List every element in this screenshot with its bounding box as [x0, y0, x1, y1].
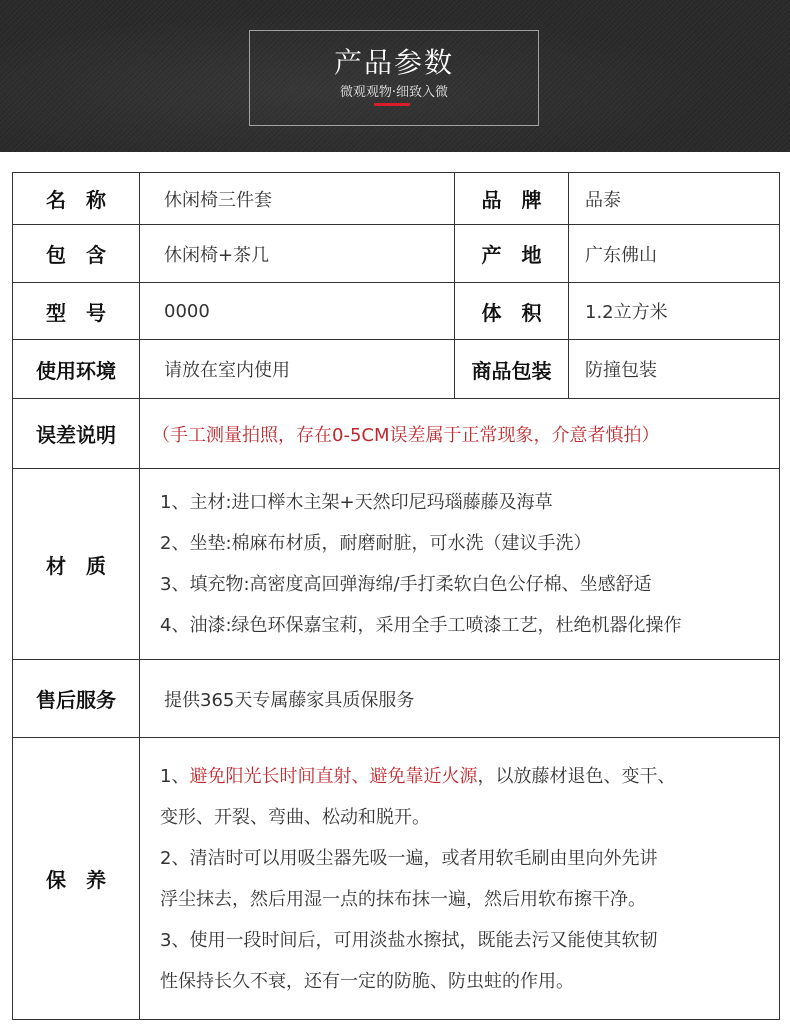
environment-label: 使用环境 [13, 340, 140, 399]
table-row [13, 225, 780, 283]
care-list [140, 738, 780, 1020]
list-item: 2、坐垫:棉麻布材质，耐磨耐脏，可水洗（建议手洗） [160, 533, 592, 554]
packaging-value: 防撞包装 [569, 340, 780, 399]
brand-label: 品 牌 [455, 173, 569, 225]
care-item1-prefix: 1、 [160, 765, 190, 787]
care-item1-warning: 避免阳光长时间直射、避免靠近火源 [189, 765, 478, 787]
table-row [13, 469, 780, 660]
volume-label: 体 积 [455, 283, 569, 340]
brand-value: 品泰 [569, 173, 780, 225]
care-label: 保 养 [13, 738, 140, 1020]
spec-table [12, 172, 780, 1020]
list-item: 性保持长久不衰，还有一定的防脆、防虫蛀的作用。 [160, 970, 574, 992]
name-value: 休闲椅三件套 [140, 173, 455, 225]
model-value: 0000 [140, 283, 455, 340]
list-item: 2、清洁时可以用吸尘器先吸一遍，或者用软毛刷由里向外先讲 [160, 847, 658, 869]
packaging-label: 商品包装 [455, 340, 569, 399]
list-item: 浮尘抹去，然后用湿一点的抹布抹一遍，然后用软布擦干净。 [160, 888, 646, 910]
list-item: 1、主材:进口榉木主架+天然印尼玛瑙藤藤及海草 [160, 492, 553, 513]
material-list [140, 469, 780, 660]
page-title: 产品参数 [333, 46, 454, 79]
table-row [13, 340, 780, 399]
name-label: 名 称 [13, 173, 140, 225]
care-item1-rest: ，以放藤材退色、变干、 [477, 765, 676, 787]
model-label: 型 号 [13, 283, 140, 340]
list-item: 3、填充物:高密度高回弹海绵/手打柔软白色公仔棉、坐感舒适 [160, 574, 652, 595]
table-row [13, 399, 780, 469]
header-frame [249, 30, 539, 126]
header-banner [0, 0, 790, 152]
page-subtitle: 微观观物·细致入微 [339, 85, 449, 100]
table-row [13, 173, 780, 225]
origin-label: 产 地 [455, 225, 569, 283]
table-row [13, 738, 780, 1020]
contains-label: 包 含 [13, 225, 140, 283]
after-sales-label: 售后服务 [13, 660, 140, 738]
list-item: 3、使用一段时间后，可用淡盐水擦拭，既能去污又能使其软韧 [160, 929, 658, 951]
title-accent-bar [374, 103, 410, 106]
environment-value: 请放在室内使用 [140, 340, 455, 399]
material-label: 材 质 [13, 469, 140, 660]
table-row [13, 660, 780, 738]
list-item: 4、油漆:绿色环保嘉宝莉，采用全手工喷漆工艺，杜绝机器化操作 [160, 615, 682, 636]
error-label: 误差说明 [13, 399, 140, 469]
volume-value: 1.2立方米 [569, 283, 780, 340]
list-item: 变形、开裂、弯曲、松动和脱开。 [160, 806, 430, 828]
origin-value: 广东佛山 [569, 225, 780, 283]
contains-value: 休闲椅+茶几 [140, 225, 455, 283]
error-value: （手工测量拍照，存在0-5CM误差属于正常现象，介意者慎拍） [140, 399, 780, 469]
table-row [13, 283, 780, 340]
after-sales-value: 提供365天专属藤家具质保服务 [140, 660, 780, 738]
list-item [160, 756, 771, 797]
